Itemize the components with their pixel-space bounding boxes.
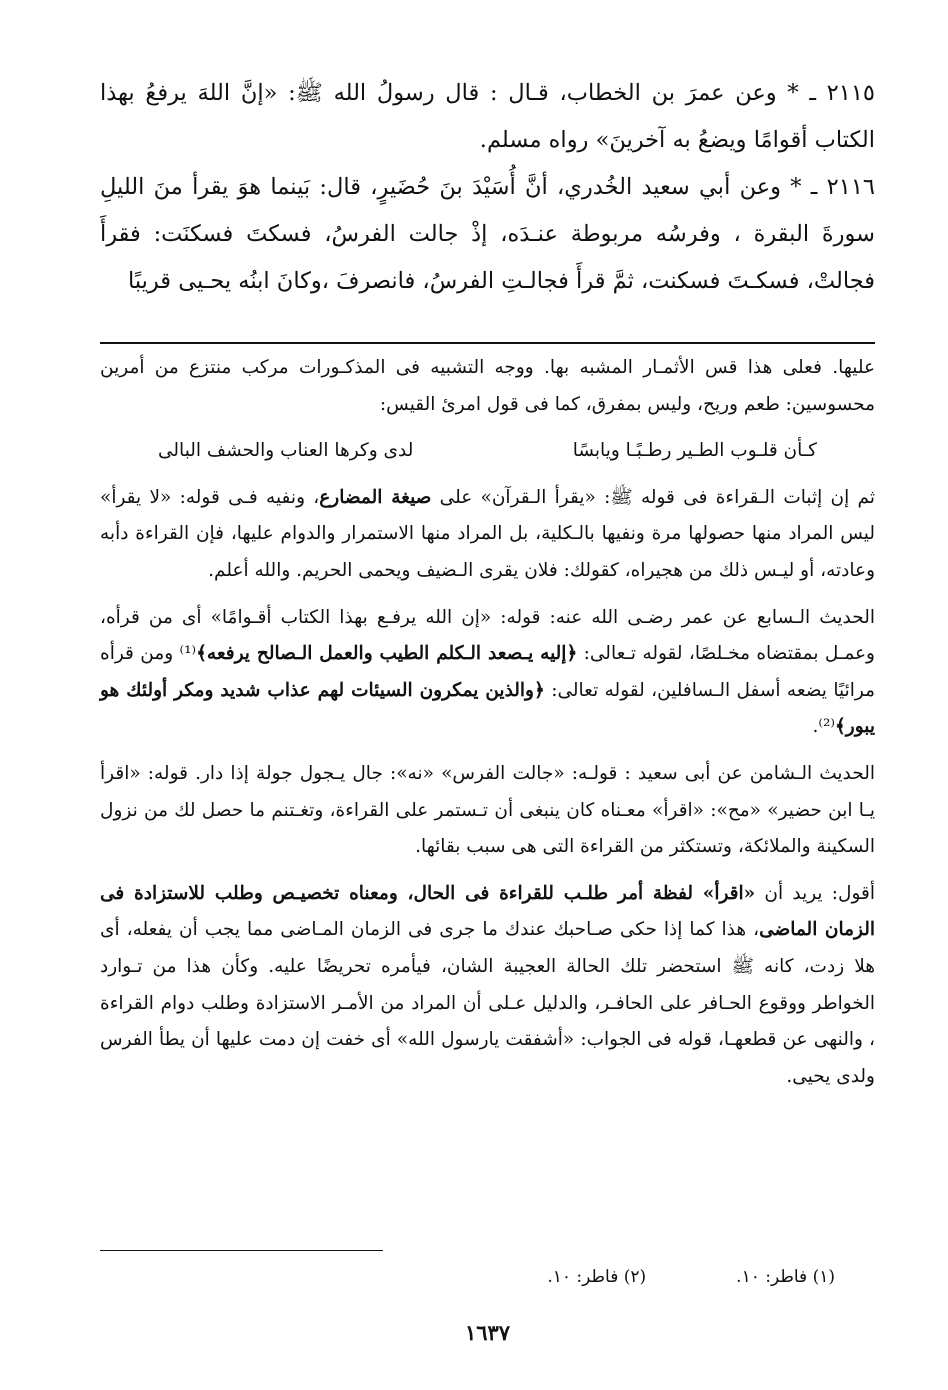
- commentary-paragraph-2: [100, 480, 875, 590]
- main-separator: [100, 342, 875, 344]
- footnote-2: (٢) فاطر: ١٠.: [547, 1267, 647, 1287]
- page-number: ١٦٣٧: [464, 1320, 511, 1345]
- poem-verse: [100, 433, 875, 470]
- footnote-1: (١) فاطر: ١٠.: [736, 1267, 835, 1287]
- commentary-paragraph-5: [100, 876, 875, 1096]
- text-span: ثم إن إثبات الـقراءة فى قوله ﷺ: «يقرأ الـقرآن» على: [431, 486, 876, 508]
- quran-verse: ﴿إليه يـصعد الـكلم الطيب والعمل الـصالح يرفعه﴾: [196, 643, 578, 665]
- commentary-paragraph-4: الحديث الـشامن عن أبى سعيد : قولـه: «جالت الفرس» «نه»: جال يـجول جولة إذا دار. قوله: «اقرأ يـا ابن حضير» «مح»: «اقرأ» معـناه كان ينبغى أن تـستمر على القراءة، وتغـتنم ما حصل لك من نزول السكينة والملائكة، وتستكثر من القراءة التى هى سبب بقائها.: [100, 762, 875, 858]
- poem-second-hemistich: لدى وكرها العناب والحشف البالى: [158, 440, 414, 462]
- text-span: أقول: يريد أن: [755, 882, 875, 904]
- footnotes: [100, 1262, 875, 1292]
- commentary-paragraph-3: [100, 600, 875, 746]
- commentary-paragraph-1: عليها. فعلى هذا قس الأثمـار المشبه بها. ووجه التشبيه فى المذكـورات مركب منتزع من أمرين محسوسين: طعم وريح، وليس بمفرق، كما فى قول امرئ القيس:: [100, 357, 875, 415]
- hadith-2116: ٢١١٦ ـ * وعن أبي سعيد الخُدري، أنَّ أُسَيْدَ بنَ حُضَيرٍ، قال: بَينما هوَ يقرأ منَ الليلِ سورةَ البقرة ، وفرسُه مربوطة عنـدَه، إذْ جالت الفرسُ، فسكتَ فسكنَت: فقرأَ فجالتْ، فسكـتَ فسكنت، ثمَّ قرأَ فجالـتِ الفرسُ، فانصرفَ ،وكانَ ابنُه يحـيى قريبًا: [100, 174, 875, 294]
- poem-first-hemistich: كـأن قلـوب الطـير رطـبًـا ويابسًا: [572, 440, 817, 462]
- footnote-separator: [100, 1250, 383, 1251]
- text-span: ⁽²⁾.: [812, 716, 835, 738]
- hadith-2115: ٢١١٥ ـ * وعن عمرَ بن الخطاب، قـال : قال رسولُ الله ﷺ: «إنَّ اللهَ يرفعُ بهذا الكتاب أقوامًا ويضعُ به آخرينَ» رواه مسلم.: [100, 80, 875, 153]
- bold-span: صيغة المضارع: [319, 486, 432, 508]
- text-span: ، هذا كما إذا حكى صـاحبك عندك ما جرى فى الزمان المـاضى مما يجب أن يفعله، أى هلا زدت، كانه ﷺ استحضر تلك الحالة العجيبة الشان، فيأمره تحريضًا عليه. وكأن هذا من تـوارد الخواطر ووقوع الحـافر على الحافـر، والدليل عـلى أن المراد من الأمـر الاستزادة وطلب دوام القراءة ، والنهى عن قطعهـا، قوله فى الجواب: «أشفقت يارسول الله» أى خفت إن دمت عليها أن يطأ الفرس ولدى يحيى.: [100, 919, 875, 1087]
- bold-span: «اقرأ» لفظة أمر طلـب للقراءة فى الحال، ومعناه تخصيـص وطلب للاستزادة فى الزمان الماضى: [100, 882, 875, 941]
- book-page: [100, 70, 875, 1370]
- quran-verse: ﴿والذين يمكرون السيئات لهم عذاب شديد ومكر أولئك هو يبور﴾: [100, 679, 875, 738]
- text-span: ، ونفيه فـى قوله: «لا يقرأ» ليس المراد منها حصولها مرة ونفيها بالـكلية، بل المراد منها الاستمرار والدوام عليها، فإن القراءة دأبه وعادته، أو ليـس ذلك من هجيراه، كقولك: فلان يقرى الـضيف ويحمى الحريم. والله أعلم.: [100, 486, 875, 581]
- text-span: الحديث الـسابع عن عمر رضـى الله عنه: قوله: «إن الله يرفـع بهذا الكتاب أقـوامًا» أى من قرأه، وعمـل بمقتضاه مخـلصًا، لقوله تـعالى:: [100, 606, 875, 665]
- text-span: ⁽¹⁾ ومن قرأه مرائيًا يضعه أسفل الـسافلين، لقوله تعالى:: [100, 643, 875, 701]
- commentary: [100, 350, 875, 1105]
